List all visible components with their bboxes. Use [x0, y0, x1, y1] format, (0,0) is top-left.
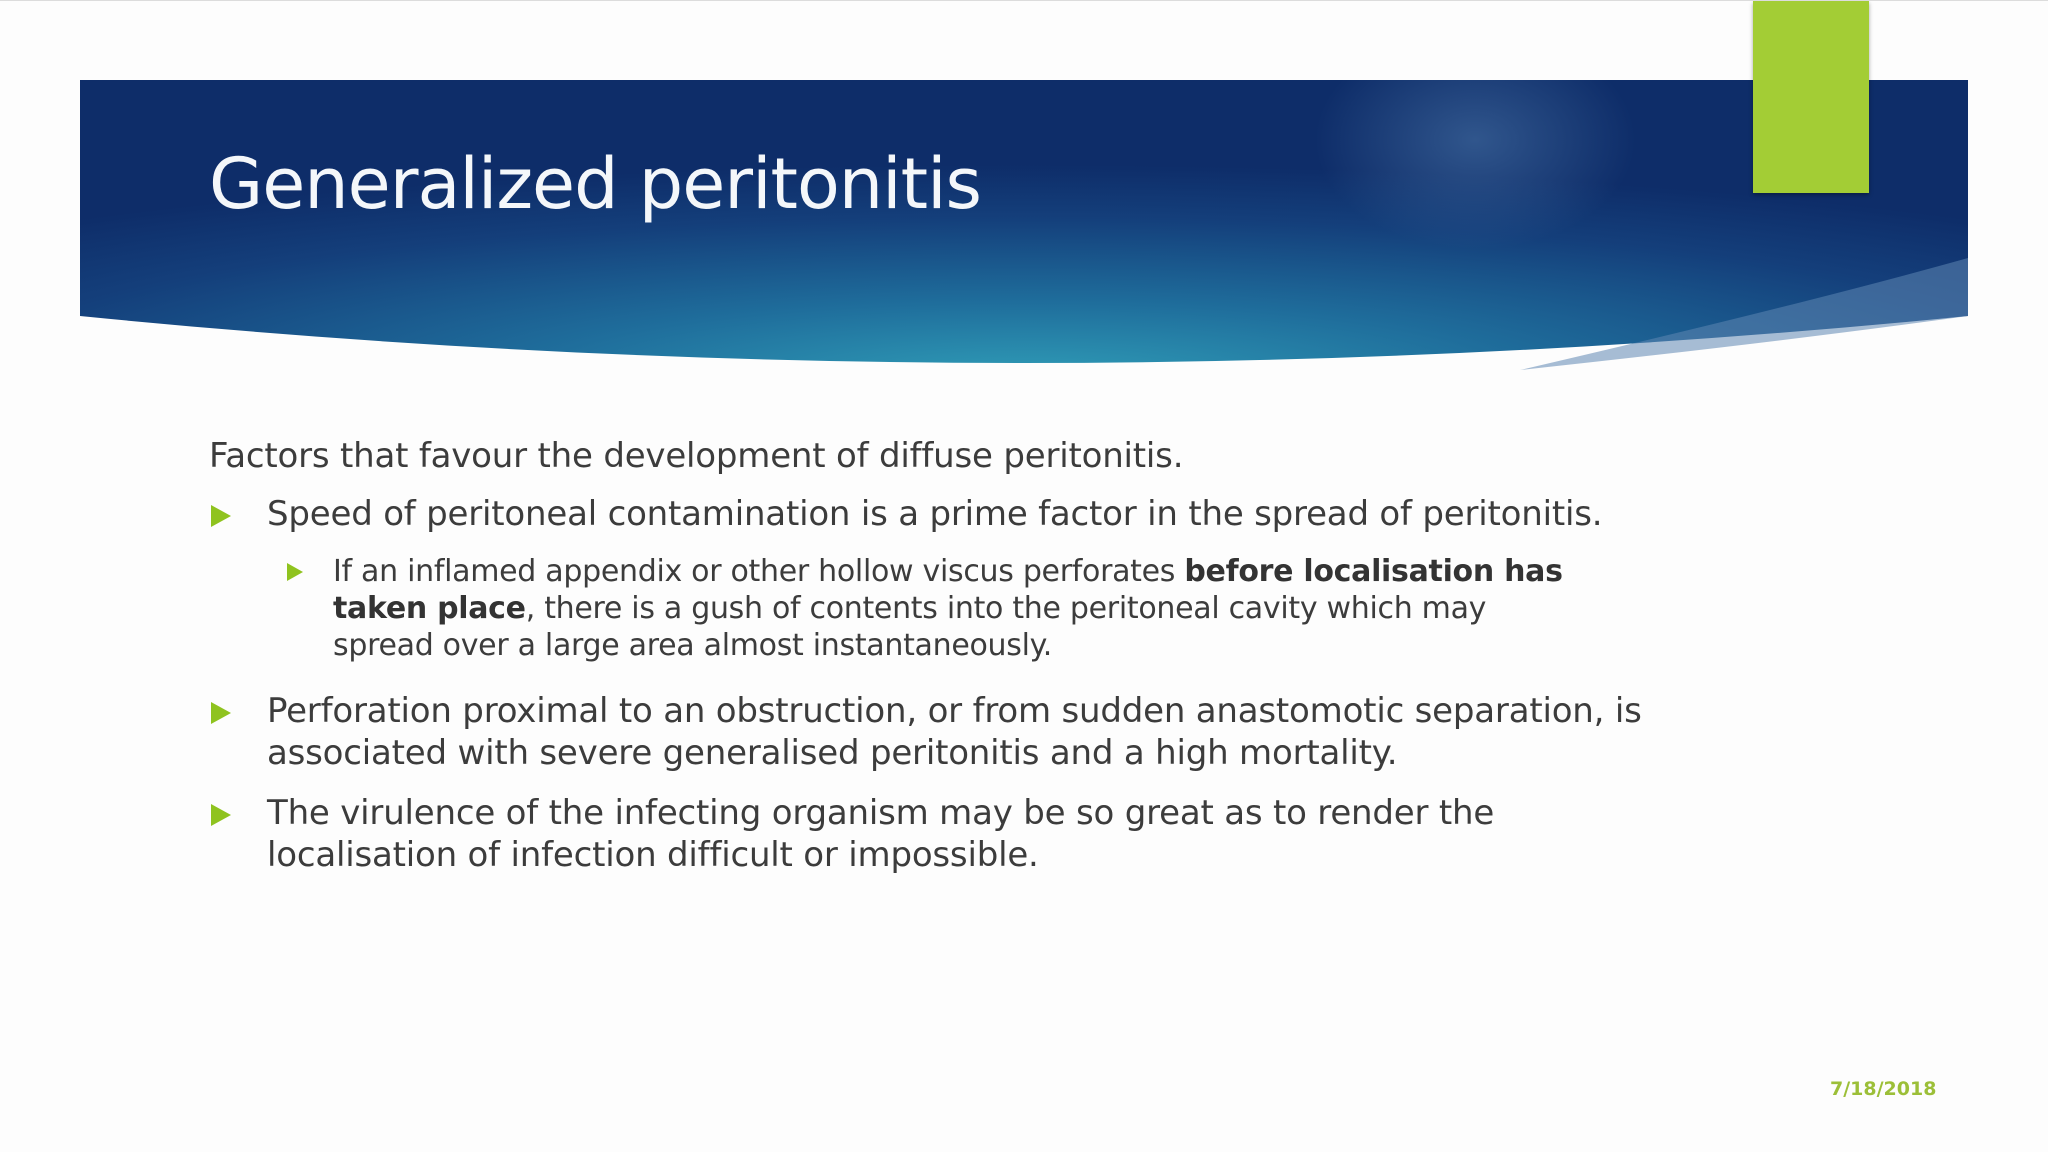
bullet-text: The virulence of the infecting organism may be so great as to render the localisation of infection difficult or impossible. — [267, 793, 1495, 875]
accent-tab — [1753, 1, 1869, 193]
sub-bullet-item — [285, 553, 1583, 664]
bullet-item — [209, 493, 1669, 535]
banner-shape — [80, 80, 1968, 382]
bullet-item — [209, 792, 1567, 876]
slide-body — [209, 435, 1669, 894]
sub-bullet-text-pre: If an inflamed appendix or other hollow viscus perforates — [333, 554, 1185, 589]
bullet-arrow-icon — [287, 563, 303, 581]
intro-text: Factors that favour the development of diffuse peritonitis. — [209, 436, 1184, 476]
bullet-arrow-icon — [211, 505, 231, 527]
bullet-text: Speed of peritoneal contamination is a prime factor in the spread of peritonitis. — [267, 494, 1603, 534]
bullet-arrow-icon — [211, 702, 231, 724]
title-banner — [80, 80, 1968, 382]
sub-bullet-text-bold: before localisation has taken place — [333, 554, 1563, 626]
bullet-text: Perforation proximal to an obstruction, or from sudden anastomotic separation, is associated with severe generalised peritonitis and a high mortality. — [267, 691, 1642, 773]
sub-bullet-text-post: , there is a gush of contents into the peritoneal cavity which may spread over a large area almost instantaneously. — [333, 591, 1487, 663]
bullet-arrow-icon — [211, 804, 231, 826]
slide-title: Generalized peritonitis — [209, 143, 981, 225]
slide-date: 7/18/2018 — [1830, 1078, 1937, 1100]
bullet-item — [209, 690, 1707, 774]
